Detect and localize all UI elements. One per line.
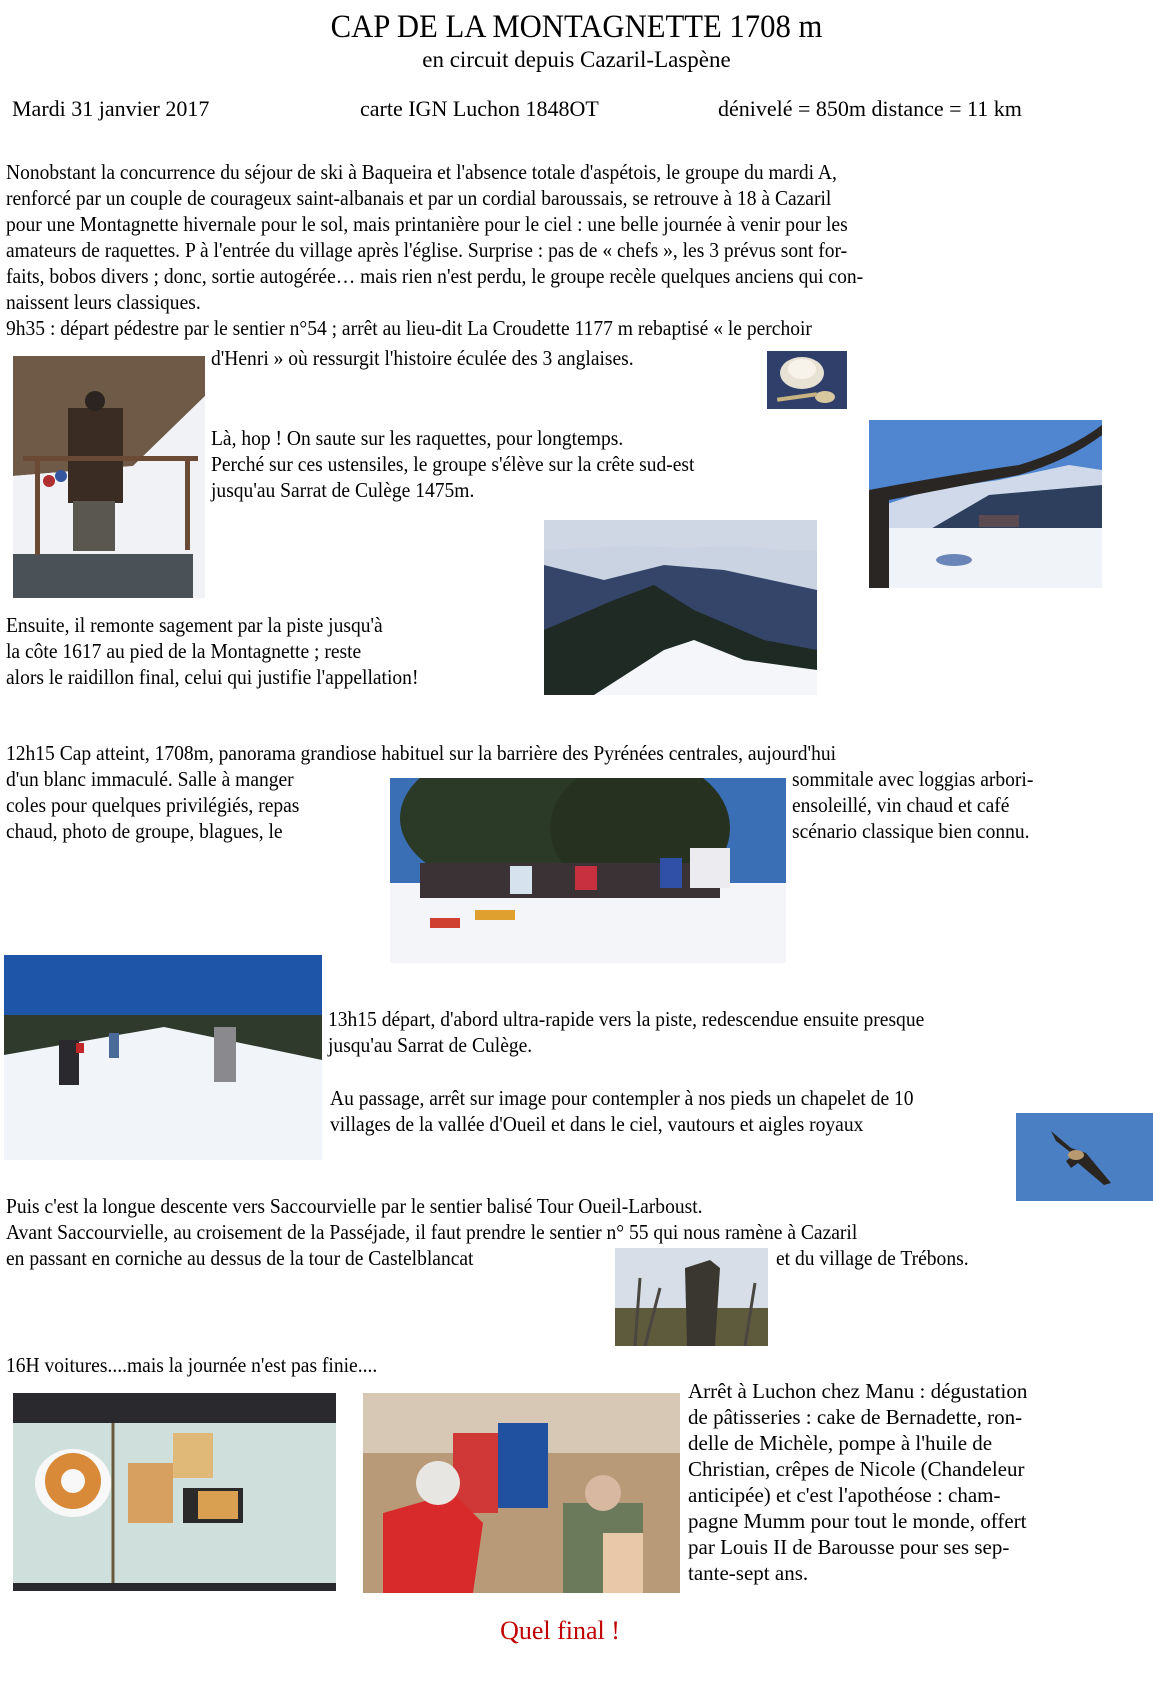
summit-left-line: coles pour quelques privilégiés, repas <box>6 793 300 817</box>
photo-ridge-panorama <box>544 520 817 695</box>
summit-right-line: ensoleillé, vin chaud et café <box>792 793 1010 817</box>
return-line: Avant Saccourvielle, au croisement de la Passéjade, il faut prendre le sentier n° 55 qui nous ramène à Cazaril <box>6 1220 858 1244</box>
return-line: Puis c'est la longue descente vers Saccourvielle par le sentier balisé Tour Oueil-Larboust. <box>6 1194 703 1218</box>
intro-line: naissent leurs classiques. <box>6 290 201 314</box>
cars-line: 16H voitures....mais la journée n'est pas finie.... <box>6 1353 378 1377</box>
luchon-line: Arrêt à Luchon chez Manu : dégustation <box>688 1379 1028 1403</box>
page-title: CAP DE LA MONTAGNETTE 1708 m <box>330 9 823 45</box>
photo-snowshoe-descent <box>4 955 322 1160</box>
photo-castelblancat-tower <box>615 1248 768 1346</box>
return-line: et du village de Trébons. <box>776 1246 969 1270</box>
luchon-line: anticipée) et c'est l'apothéose : cham- <box>688 1483 1001 1507</box>
luchon-line: tante-sept ans. <box>688 1561 809 1585</box>
luchon-line: de pâtisseries : cake de Bernadette, ron- <box>688 1405 1023 1429</box>
luchon-line: par Louis II de Barousse pour ses sep- <box>688 1535 1010 1559</box>
intro-line: Nonobstant la concurrence du séjour de ski à Baqueira et l'absence totale d'aspétois, le groupe du mardi A, <box>6 160 837 184</box>
hike-stats: dénivelé = 850m distance = 11 km <box>718 96 1022 121</box>
closing-exclamation: Quel final ! <box>500 1616 620 1645</box>
photo-group-lunch <box>390 778 786 963</box>
luchon-line: delle de Michèle, pompe à l'huile de <box>688 1431 993 1455</box>
page-subtitle: en circuit depuis Cazaril-Laspène <box>422 47 731 72</box>
descent-line: Au passage, arrêt sur image pour contempler à nos pieds un chapelet de 10 <box>330 1086 914 1110</box>
map-reference: carte IGN Luchon 1848OT <box>360 96 599 121</box>
descent-line: villages de la vallée d'Oueil et dans le ciel, vautours et aigles royaux <box>330 1112 864 1136</box>
descent-line: jusqu'au Sarrat de Culège. <box>328 1033 533 1057</box>
photo-golden-eagle <box>1016 1113 1153 1201</box>
intro-line: renforcé par un couple de courageux saint-albanais et par un cordial baroussais, se retrouve à 18 à Cazaril <box>6 186 832 210</box>
luchon-line: pagne Mumm pour tout le monde, offert <box>688 1509 1027 1533</box>
photo-bridge-start <box>13 356 205 598</box>
summit-left-line: chaud, photo de groupe, blagues, le <box>6 819 283 843</box>
intro-line: 9h35 : départ pédestre par le sentier n°54 ; arrêt au lieu-dit La Croudette 1177 m rebaptisé « le perchoir <box>6 316 812 340</box>
descent-line: 13h15 départ, d'abord ultra-rapide vers la piste, redescendue ensuite presque <box>328 1007 925 1031</box>
raquettes-line: jusqu'au Sarrat de Culège 1475m. <box>211 478 475 502</box>
return-line: en passant en corniche au dessus de la tour de Castelblancat <box>6 1246 474 1270</box>
luchon-line: Christian, crêpes de Nicole (Chandeleur <box>688 1457 1025 1481</box>
summit-right-line: scénario classique bien connu. <box>792 819 1030 843</box>
summit-line: 12h15 Cap atteint, 1708m, panorama grandiose habituel sur la barrière des Pyrénées centrales, aujourd'hui <box>6 741 837 765</box>
photo-teacup <box>767 351 847 409</box>
photo-champagne-toast <box>363 1393 680 1593</box>
summit-left-line: d'un blanc immaculé. Salle à manger <box>6 767 294 791</box>
piste-line: alors le raidillon final, celui qui justifie l'appellation! <box>6 665 419 689</box>
piste-line: Ensuite, il remonte sagement par la piste jusqu'à <box>6 613 383 637</box>
intro-line: pour une Montagnette hivernale pour le sol, mais printanière pour le ciel : une belle journée à venir pour les <box>6 212 848 236</box>
piste-line: la côte 1617 au pied de la Montagnette ; reste <box>6 639 362 663</box>
raquettes-line: Là, hop ! On saute sur les raquettes, pour longtemps. <box>211 426 624 450</box>
intro-line: amateurs de raquettes. P à l'entrée du village après l'église. Surprise : pas de « chefs », les 3 prévus sont for- <box>6 238 848 262</box>
perchoir-line: d'Henri » où ressurgit l'histoire éculée des 3 anglaises. <box>211 346 634 370</box>
summit-right-line: sommitale avec loggias arbori- <box>792 767 1034 791</box>
raquettes-line: Perché sur ces ustensiles, le groupe s'élève sur la crête sud-est <box>211 452 695 476</box>
hike-date: Mardi 31 janvier 2017 <box>12 96 210 121</box>
photo-pastries <box>13 1393 336 1591</box>
intro-line: faits, bobos divers ; donc, sortie autogérée… mais rien n'est perdu, le groupe recèle quelques anciens qui con- <box>6 264 864 288</box>
photo-tree-branch-panorama <box>869 420 1102 588</box>
